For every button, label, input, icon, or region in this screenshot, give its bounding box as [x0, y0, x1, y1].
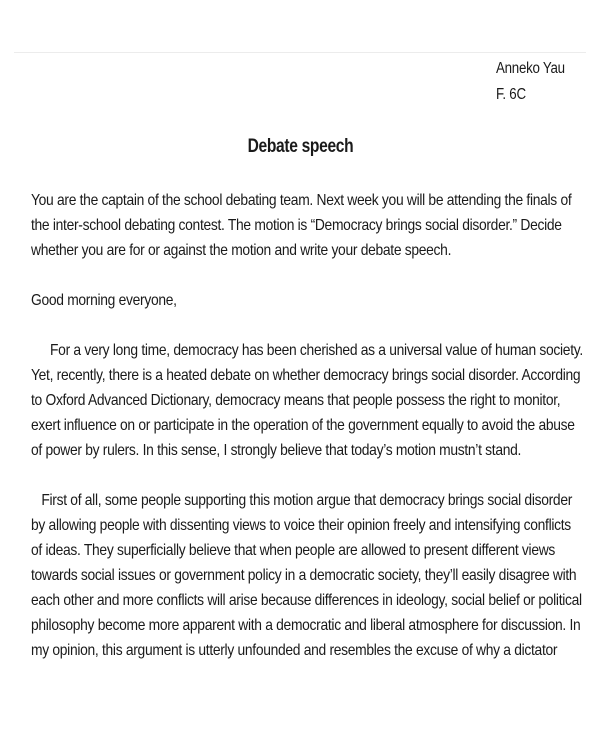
paragraph-line: to Oxford Advanced Dictionary, democracy means that people possess the right to monitor,: [31, 392, 561, 409]
author-name: Anneko Yau: [496, 60, 565, 77]
page-top-divider: [14, 52, 586, 53]
paragraph-line: of ideas. They superficially believe that when people are allowed to present different views: [31, 542, 556, 559]
prompt-line: whether you are for or against the motion and write your debate speech.: [31, 242, 452, 259]
paragraph-line: For a very long time, democracy has been cherished as a universal value of human society.: [50, 342, 583, 359]
greeting: Good morning everyone,: [31, 292, 177, 309]
prompt-line: the inter-school debating contest. The motion is “Democracy brings social disorder.” Decide: [31, 217, 562, 234]
author-class: F. 6C: [496, 86, 526, 103]
prompt-paragraph: [31, 188, 572, 263]
paragraph-line: each other and more conflicts will arise because differences in ideology, social belief or political: [31, 592, 582, 609]
author-block: [496, 56, 565, 108]
paragraph-line: my opinion, this argument is utterly unfounded and resembles the excuse of why a dictator: [31, 642, 558, 659]
paragraph-line: towards social issues or government policy in a democratic society, they’ll easily disagree with: [31, 567, 577, 584]
document-title: [0, 136, 600, 158]
paragraph-line: exert influence on or participate in the operation of the government equally to avoid the abuse: [31, 417, 575, 434]
prompt-line: You are the captain of the school debating team. Next week you will be attending the finals of: [31, 192, 572, 209]
speech-paragraph-1: [31, 338, 583, 463]
paragraph-line: philosophy become more apparent with a democratic and liberal atmosphere for discussion. In: [31, 617, 581, 634]
paragraph-line: Yet, recently, there is a heated debate on whether democracy brings social disorder. According: [31, 367, 581, 384]
paragraph-line: by allowing people with dissenting views to voice their opinion freely and intensifying conflicts: [31, 517, 571, 534]
document-title-text: Debate speech: [247, 136, 353, 157]
document-body: [31, 188, 583, 663]
speech-paragraph-2: [31, 488, 582, 663]
paragraph-line: First of all, some people supporting this motion argue that democracy brings social disorder: [41, 492, 573, 509]
paragraph-line: of power by rulers. In this sense, I strongly believe that today’s motion mustn’t stand.: [31, 442, 522, 459]
